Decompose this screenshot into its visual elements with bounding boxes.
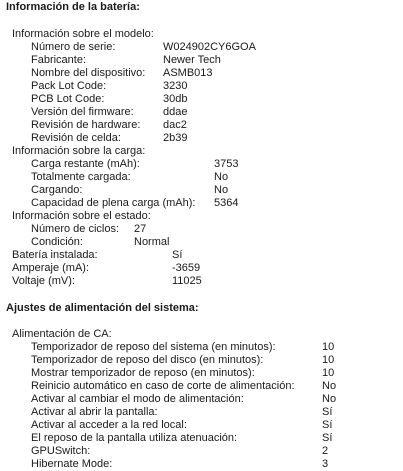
device-name-value: ASMB013 (163, 67, 213, 79)
fully-charged-label: Totalmente cargada: (31, 171, 131, 183)
model-info-title: Información sobre el modelo: (12, 28, 154, 40)
device-name-label: Nombre del dispositivo: (31, 67, 146, 79)
firmware-value: ddae (163, 106, 188, 118)
charge-info-title: Información sobre la carga: (12, 145, 146, 157)
charging-value: No (214, 184, 229, 196)
charging-label: Cargando: (31, 184, 83, 196)
amperage-value: -3659 (172, 262, 201, 274)
display-sleep-label: Mostrar temporizador de reposo (en minutos): (31, 367, 255, 379)
hibernate-mode-value: 3 (322, 458, 329, 470)
manufacturer-label: Fabricante: (31, 54, 87, 66)
gpu-switch-label: GPUSwitch: (31, 445, 91, 457)
serial-label: Número de serie: (31, 41, 116, 53)
condition-value: Normal (134, 236, 170, 248)
remaining-charge-label: Carga restante (mAh): (31, 158, 140, 170)
display-dim-label: El reposo de la pantalla utiliza atenuación: (31, 432, 238, 444)
firmware-label: Versión del firmware: (31, 106, 134, 118)
pack-lot-label: Pack Lot Code: (31, 80, 107, 92)
wake-on-lid-open-label: Activar al abrir la pantalla: (31, 406, 158, 418)
gpu-switch-value: 2 (322, 445, 329, 457)
wake-on-lan-value: Sí (322, 419, 333, 431)
pcb-lot-label: PCB Lot Code: (31, 93, 105, 105)
cycle-count-label: Número de ciclos: (31, 223, 120, 235)
cell-rev-label: Revisión de celda: (31, 132, 121, 144)
ac-power-title: Alimentación de CA: (12, 328, 112, 340)
display-dim-value: Sí (322, 432, 333, 444)
serial-value: W024902CY6GOA (163, 41, 256, 53)
wake-on-power-change-label: Activar al cambiar el modo de alimentación: (31, 393, 244, 405)
hibernate-mode-label: Hibernate Mode: (31, 458, 113, 470)
wake-on-lan-label: Activar al acceder a la red local: (31, 419, 187, 431)
disk-sleep-value: 10 (322, 354, 335, 366)
battery-installed-value: Sí (172, 249, 183, 261)
remaining-charge-value: 3753 (214, 158, 239, 170)
voltage-label: Voltaje (mV): (12, 275, 75, 287)
disk-sleep-label: Temporizador de reposo del disco (en minutos): (31, 354, 264, 366)
power-settings-heading: Ajustes de alimentación del sistema: (6, 302, 199, 314)
display-sleep-value: 10 (322, 367, 335, 379)
auto-restart-label: Reinicio automático en caso de corte de alimentación: (31, 380, 295, 392)
full-capacity-label: Capacidad de plena carga (mAh): (31, 197, 196, 209)
full-capacity-value: 5364 (214, 197, 239, 209)
fully-charged-value: No (214, 171, 229, 183)
battery-heading: Información de la batería: (6, 1, 140, 13)
system-sleep-label: Temporizador de reposo del sistema (en minutos): (31, 341, 276, 353)
manufacturer-value: Newer Tech (163, 54, 221, 66)
cell-rev-value: 2b39 (163, 132, 188, 144)
battery-installed-label: Batería instalada: (12, 249, 98, 261)
condition-label: Condición: (31, 236, 83, 248)
auto-restart-value: No (322, 380, 337, 392)
pack-lot-value: 3230 (163, 80, 188, 92)
amperage-label: Amperaje (mA): (12, 262, 90, 274)
pcb-lot-value: 30db (163, 93, 188, 105)
hardware-rev-value: dac2 (163, 119, 187, 131)
wake-on-lid-open-value: Sí (322, 406, 333, 418)
voltage-value: 11025 (172, 275, 202, 287)
cycle-count-value: 27 (134, 223, 147, 235)
system-sleep-value: 10 (322, 341, 335, 353)
hardware-rev-label: Revisión de hardware: (31, 119, 141, 131)
state-info-title: Información sobre el estado: (12, 210, 151, 222)
wake-on-power-change-value: No (322, 393, 337, 405)
